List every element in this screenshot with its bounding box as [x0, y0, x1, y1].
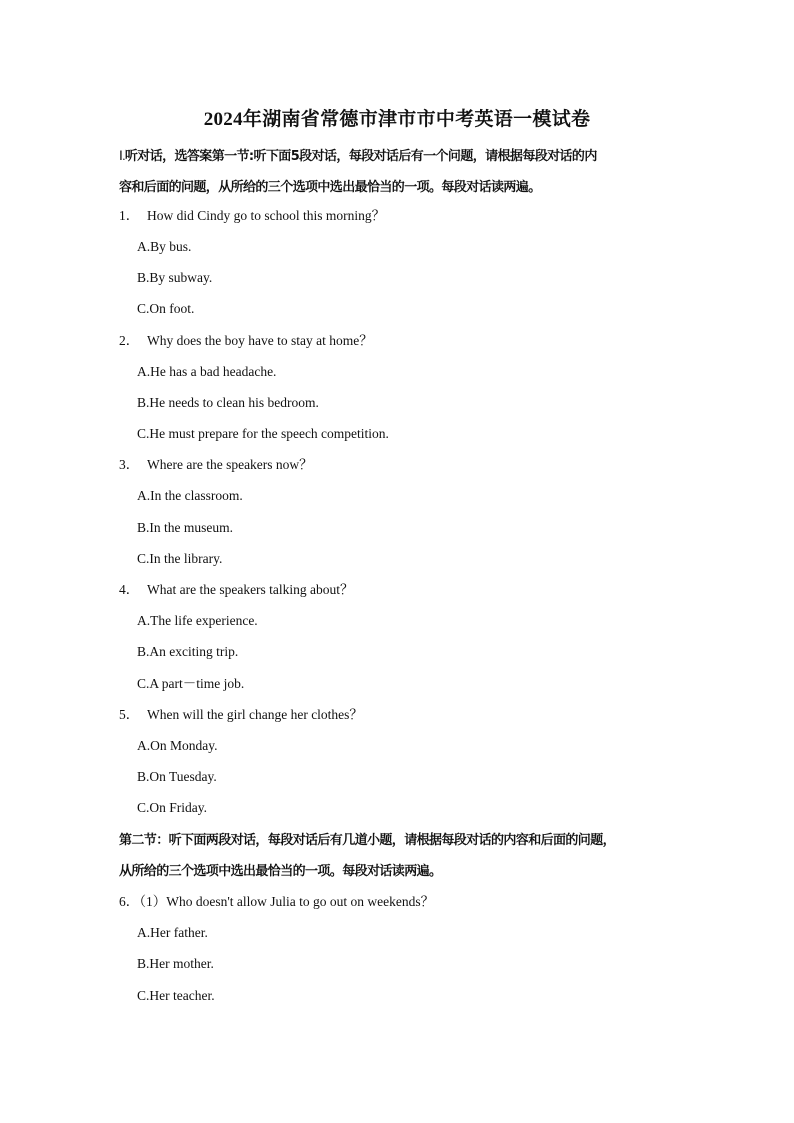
- question-text: What are the speakers talking about？: [147, 582, 354, 597]
- question-4: [119, 580, 354, 600]
- option-3c: C.In the library.: [137, 551, 223, 566]
- option-4b: B.An exciting trip.: [137, 644, 239, 659]
- option-4c: C.A part－time job.: [137, 676, 245, 691]
- section1-line1-text: 听对话，选答案第一节:听下面5段对话，每段对话后有一个问题，请根据每段对话的内: [124, 149, 597, 164]
- page-title: 2024年湖南省常德市津市市中考英语一模试卷: [203, 109, 591, 130]
- option-1b: B.By subway.: [137, 270, 213, 285]
- question-number: 1．: [119, 208, 140, 223]
- section1-roman: Ⅰ.: [119, 148, 125, 163]
- option-6b: B.Her mother.: [137, 956, 214, 971]
- question-2: [119, 331, 373, 351]
- option-1a: A.By bus.: [137, 239, 192, 254]
- question-number: 2．: [119, 333, 140, 348]
- question-text: Where are the speakers now？: [147, 457, 313, 472]
- section2-line2: 从所给的三个选项中选出最恰当的一项。每段对话读两遍。: [119, 864, 442, 879]
- section1-line2: 容和后面的问题，从所给的三个选项中选出最恰当的一项。每段对话读两遍。: [119, 180, 541, 195]
- sub-question-number: （1）: [139, 894, 167, 909]
- option-2a: A.He has a bad headache.: [137, 364, 277, 379]
- question-6: [119, 892, 434, 912]
- section2-line1: 第二节：听下面两段对话，每段对话后有几道小题，请根据每段对话的内容和后面的问题，: [119, 833, 616, 848]
- question-text: Who doesn't allow Julia to go out on weekends？: [166, 894, 435, 909]
- option-3b: B.In the museum.: [137, 520, 233, 535]
- question-number: 5．: [119, 707, 140, 722]
- section1-instructions: [119, 140, 679, 203]
- option-5a: A.On Monday.: [137, 738, 218, 753]
- option-4a: A.The life experience.: [137, 613, 258, 628]
- question-1: [119, 206, 385, 226]
- question-number: 3．: [119, 457, 140, 472]
- question-number: 4．: [119, 582, 140, 597]
- option-6c: C.Her teacher.: [137, 988, 215, 1003]
- question-text: How did Cindy go to school this morning？: [147, 208, 386, 223]
- question-3: [119, 455, 313, 475]
- option-5c: C.On Friday.: [137, 800, 207, 815]
- option-1c: C.On foot.: [137, 301, 195, 316]
- section1-line1: [119, 140, 679, 172]
- question-5: [119, 705, 363, 725]
- option-2b: B.He needs to clean his bedroom.: [137, 395, 319, 410]
- option-5b: B.On Tuesday.: [137, 769, 217, 784]
- question-text: Why does the boy have to stay at home？: [147, 333, 373, 348]
- question-number: 6．: [119, 894, 140, 909]
- option-3a: A.In the classroom.: [137, 488, 243, 503]
- option-2c: C.He must prepare for the speech competition.: [137, 426, 389, 441]
- option-6a: A.Her father.: [137, 925, 208, 940]
- section2-instructions: [119, 825, 679, 887]
- question-text: When will the girl change her clothes？: [147, 707, 363, 722]
